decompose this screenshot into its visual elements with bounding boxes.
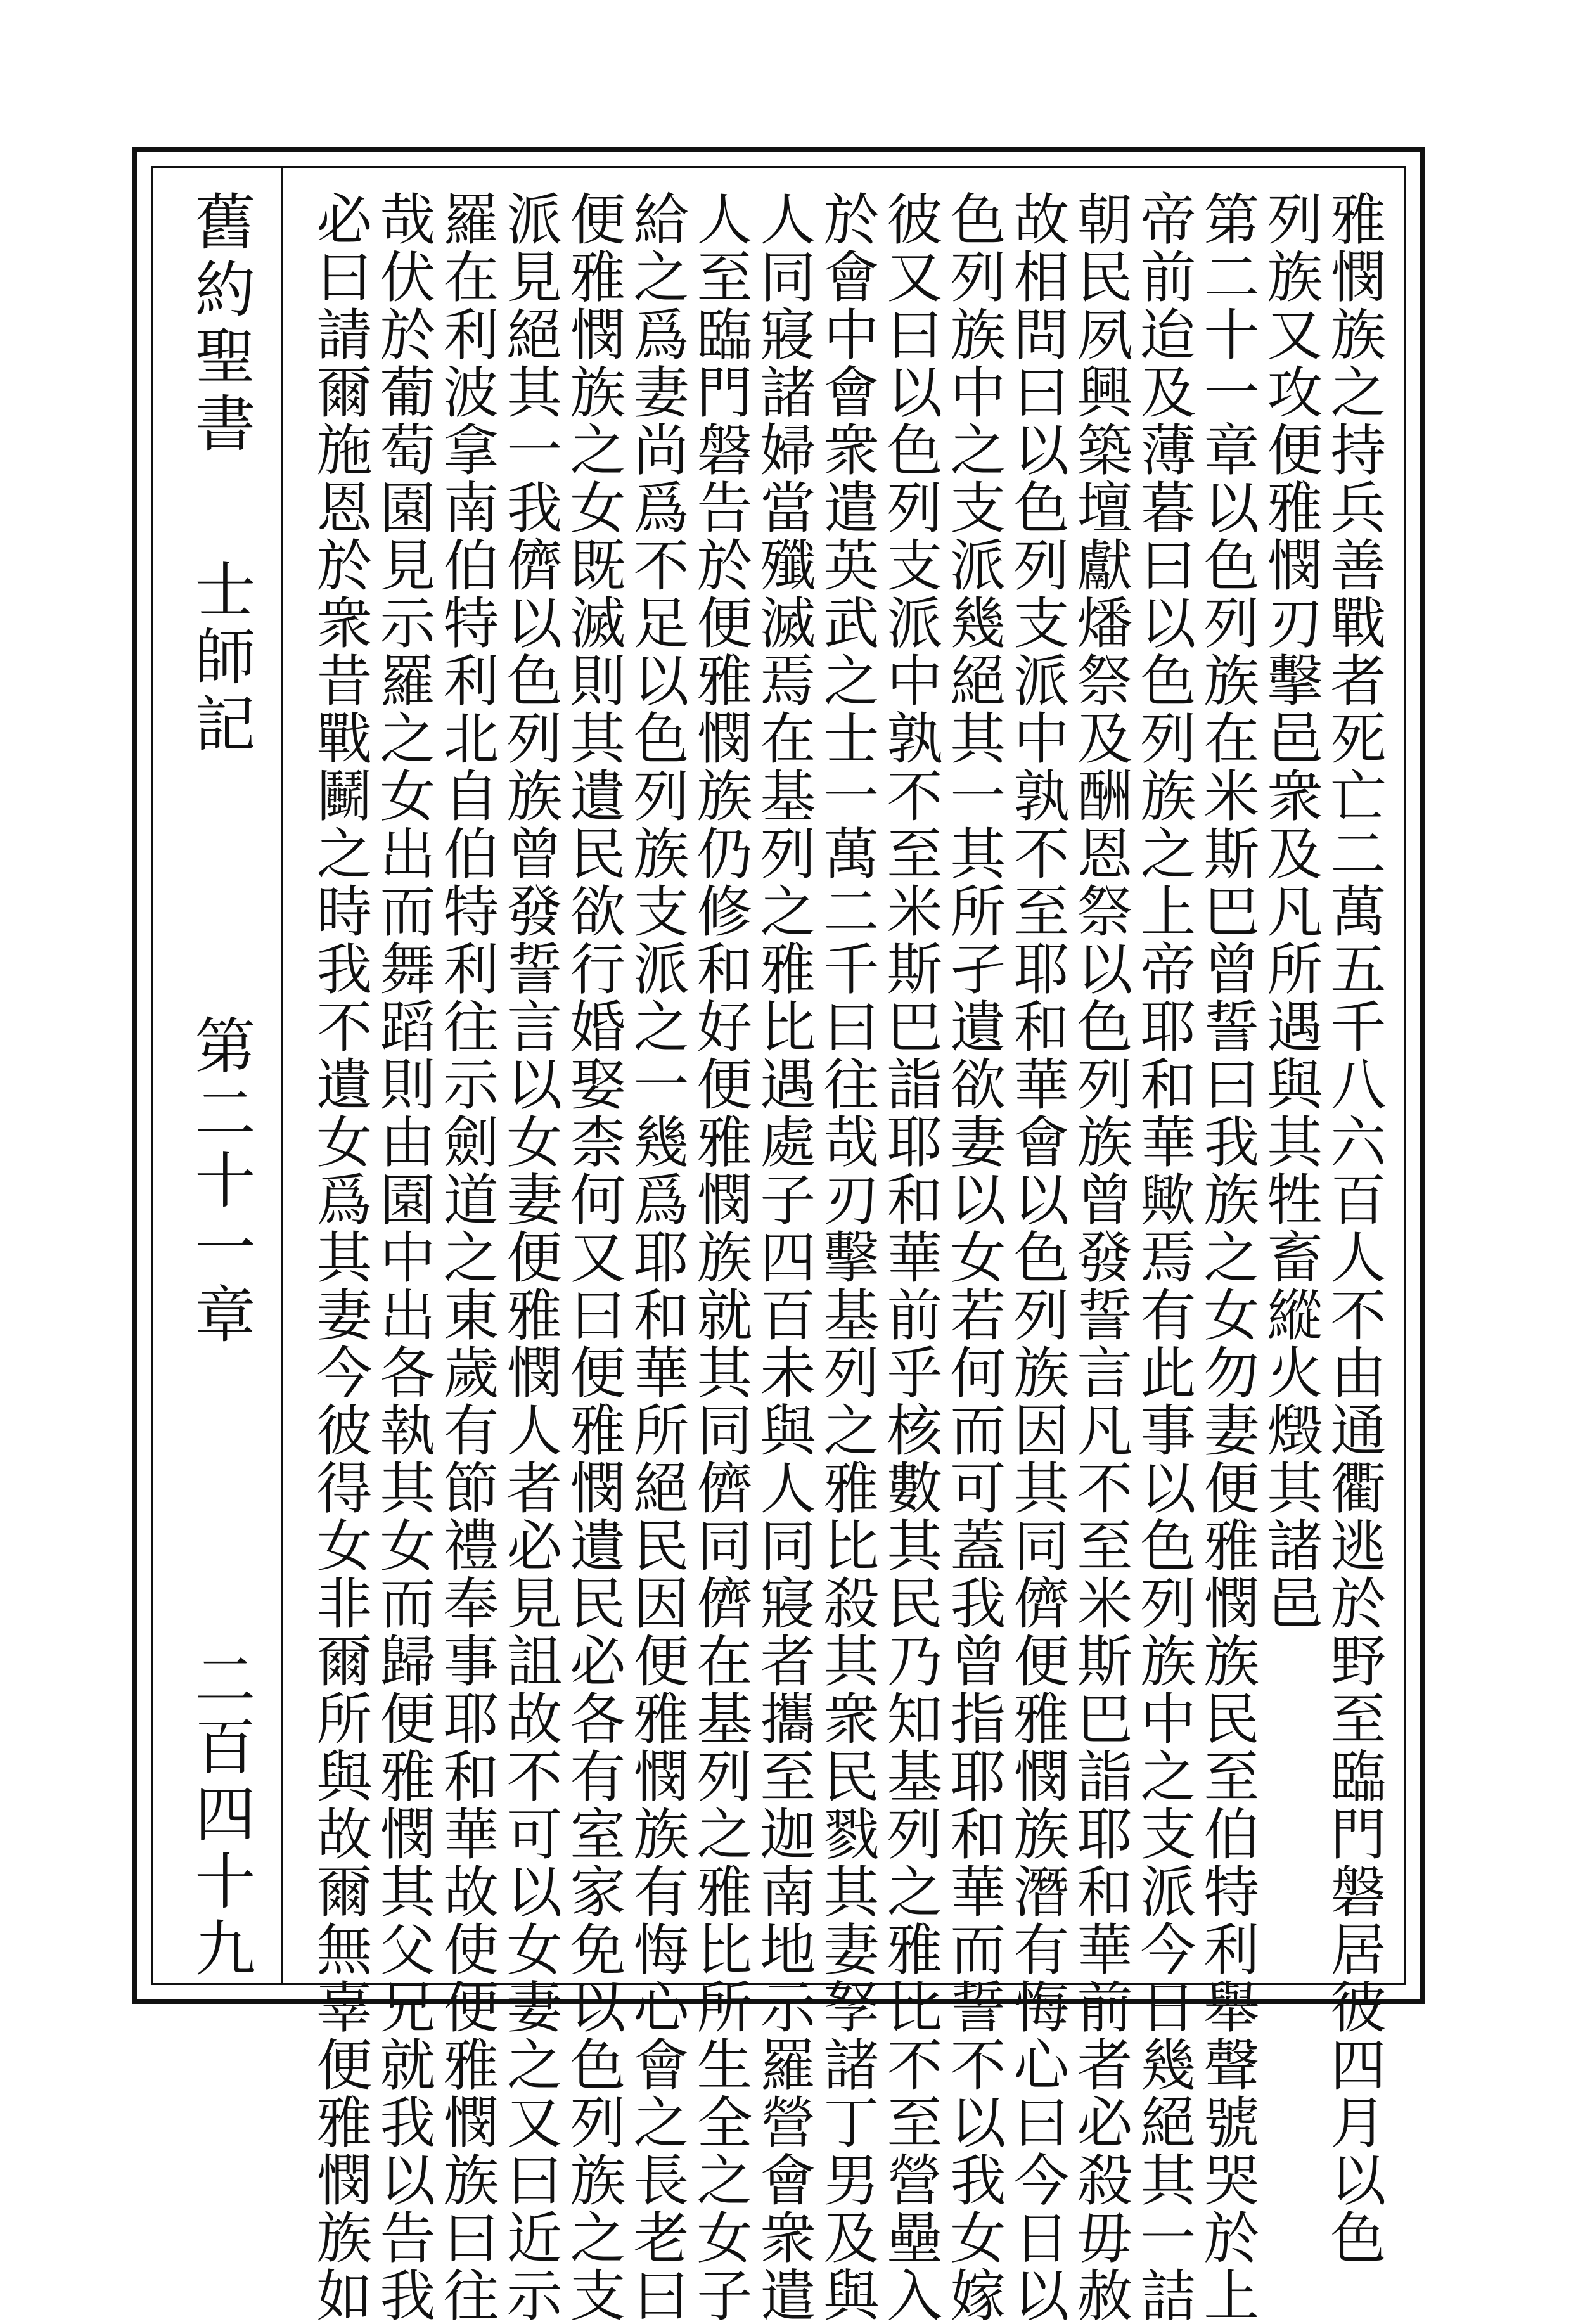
text-column: 派見絕其一我儕以色列族曾發誓言以女妻便雅憫人者必見詛故不可以女妻之又曰近示 bbox=[497, 190, 563, 2324]
book-title: 舊約聖書 bbox=[185, 190, 256, 459]
book-name: 士師記 bbox=[185, 558, 256, 759]
text-column: 第二十一章以色列族在米斯巴曾誓曰我族之女勿妻便雅憫族民至伯特利舉聲號哭於上 bbox=[1195, 190, 1260, 2324]
text-column: 於會中會衆遣英武之士一萬二千曰往哉刃擊基列之雅比殺其衆民戮其妻孥諸丁男及與 bbox=[814, 190, 880, 2324]
text-column: 羅在利波拿南伯特利北自伯特利往示劍道之東歲有節禮奉事耶和華故使便雅憫族曰往 bbox=[434, 190, 500, 2324]
text-column: 帝前迨及薄暮曰以色列族之上帝耶和華歟焉有此事以色列族中之支派今日幾絕其一詰 bbox=[1131, 190, 1197, 2324]
text-column: 雅憫族之持兵善戰者死亡二萬五千八六百人不由通衢逃於野至臨門磐居彼四月以色 bbox=[1321, 190, 1387, 2266]
chapter-heading: 第二十一章 bbox=[185, 1014, 256, 1350]
page-number: 二百四十九 bbox=[185, 1648, 256, 1984]
margin-divider-rule bbox=[281, 166, 283, 1985]
text-column: 列族又攻便雅憫刃擊邑衆及凡所遇與其牲畜縱火燬其諸邑 bbox=[1258, 190, 1324, 1632]
text-column: 故相問曰以色列支派中孰不至耶和華會以色列族因其同儕便雅憫族潛有悔心曰今日以 bbox=[1004, 190, 1070, 2324]
text-column: 色列族中之支派幾絕其一其所孑遺欲妻以女若何而可蓋我曾指耶和華而誓不以我女嫁 bbox=[941, 190, 1007, 2324]
text-column: 給之爲妻尚爲不足以色列族支派之一幾爲耶和華所絕民因便雅憫族有悔心會之長老曰 bbox=[624, 190, 690, 2324]
text-column: 哉伏於葡萄園見示羅之女出而舞蹈則由園中出各執其女而歸便雅憫其父兄就我以告我 bbox=[371, 190, 437, 2324]
text-column: 必曰請爾施恩於衆昔戰鬭之時我不遺女爲其妻今彼得女非爾所與故爾無辜便雅憫族如 bbox=[307, 190, 373, 2324]
text-column: 人同寢諸婦當殲滅焉在基列之雅比遇處子四百未與人同寢者攜至迦南地示羅營會衆遣 bbox=[751, 190, 817, 2324]
text-column: 彼又曰以色列支派中孰不至米斯巴詣耶和華前乎核數其民乃知基列之雅比不至營壘入 bbox=[878, 190, 944, 2324]
text-column: 朝民夙興築壇獻燔祭及酬恩祭以色列族曾發誓言凡不至米斯巴詣耶和華前者必殺毋赦 bbox=[1068, 190, 1134, 2324]
text-column: 人至臨門磐告於便雅憫族仍修和好便雅憫族就其同儕同儕在基列之雅比所生全之女子 bbox=[688, 190, 753, 2324]
text-column: 便雅憫族之女既滅則其遺民欲行婚娶柰何又曰便雅憫遺民必各有室家免以色列族之支 bbox=[561, 190, 627, 2324]
